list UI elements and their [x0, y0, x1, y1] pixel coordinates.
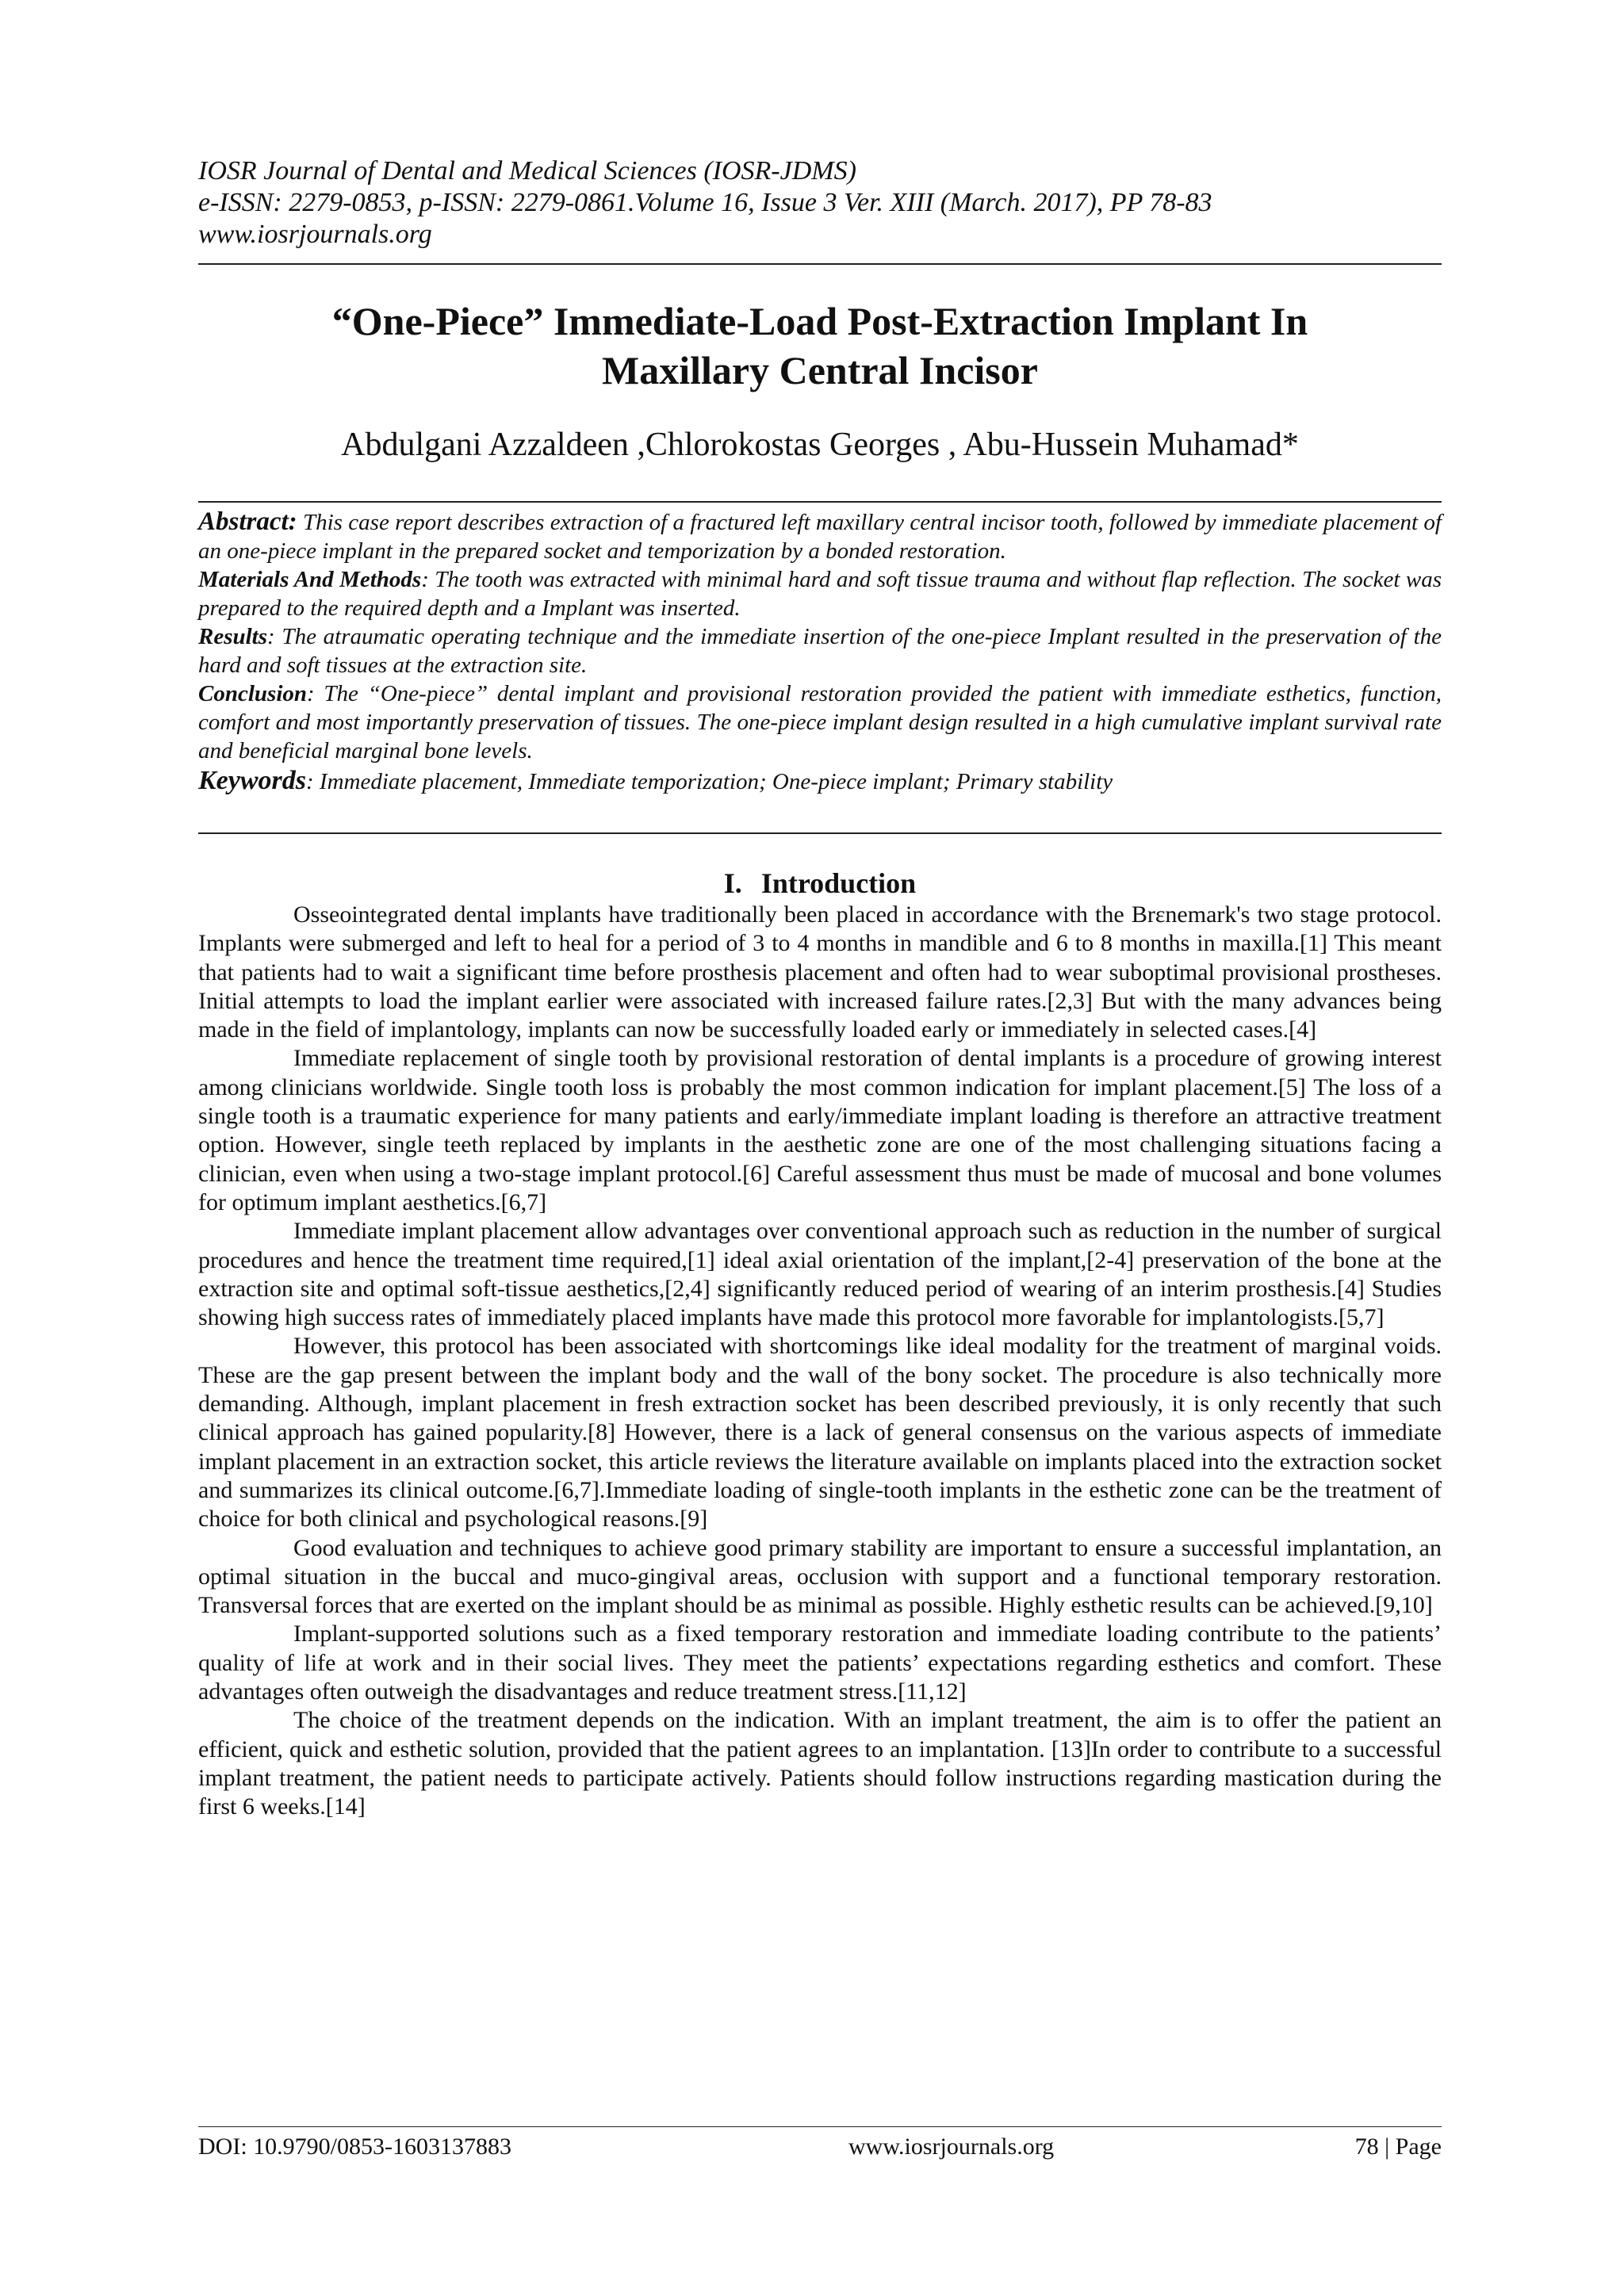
body-paragraph: Good evaluation and techniques to achieve good primary stability are important to ensure a successful implantation, an optimal situation in the buccal and muco-gingival areas, occlusion with support and a functional temporary restoration. Transversal forces that are exerted on the implant should be as minimal as possible. Highly esthetic results can be achieved.[9,10]	[198, 1534, 1442, 1619]
header-rule	[198, 263, 1442, 265]
keywords-label: Keywords	[198, 766, 306, 795]
abstract-top-rule	[198, 501, 1442, 503]
paper-title	[198, 297, 1442, 395]
abstract-text: This case report describes extraction of a fractured left maxillary central incisor tooth, followed by immediate placement of an one-piece implant in the prepared socket and temporization by a bonded restoration.	[198, 510, 1442, 564]
footer-website: www.iosrjournals.org	[848, 2133, 1055, 2160]
body-paragraph: Osseointegrated dental implants have traditionally been placed in accordance with the Brɛnemark's two stage protocol. Implants were submerged and left to heal for a period of 3 to 4 months in mandible and 6 to 8 months in maxilla.[1] This meant that patients had to wait a significant time before prosthesis placement and often had to wear suboptimal provisional prostheses. Initial attempts to load the implant earlier were associated with increased failure rates.[2,3] But with the many advances being made in the field of implantology, implants can now be successfully loaded early or immediately in selected cases.[4]	[198, 901, 1442, 1043]
conclusion-label: Conclusion	[198, 681, 307, 706]
results-text: : The atraumatic operating technique and the immediate insertion of the one-piece Implant resulted in the preservation of the hard and soft tissues at the extraction site.	[198, 624, 1442, 678]
body-paragraph: Immediate replacement of single tooth by provisional restoration of dental implants is a procedure of growing interest among clinicians worldwide. Single tooth loss is probably the most common indication for implant placement.[5] The loss of a single tooth is a traumatic experience for many patients and early/immediate implant loading is therefore an attractive treatment option. However, single teeth replaced by implants in the aesthetic zone are one of the most challenging situations facing a clinician, even when using a two-stage implant protocol.[6] Careful assessment thus must be made of mucosal and bone volumes for optimum implant aesthetics.[6,7]	[198, 1045, 1442, 1215]
results-paragraph	[198, 622, 1442, 679]
body-paragraph: Immediate implant placement allow advantages over conventional approach such as reduction in the number of surgical procedures and hence the treatment time required,[1] ideal axial orientation of the implant,[2-4] preservation of the bone at the extraction site and optimal soft-tissue aesthetics,[2,4] significantly reduced period of wearing of an interim prosthesis.[4] Studies showing high success rates of immediately placed implants have made this protocol more favorable for implantologists.[5,7]	[198, 1218, 1442, 1331]
materials-methods-label: Materials And Methods	[198, 567, 422, 592]
abstract-label: Abstract:	[198, 507, 297, 536]
section-number: I.	[723, 867, 742, 899]
journal-header	[198, 155, 1442, 251]
keywords-paragraph	[198, 765, 1442, 798]
journal-website: www.iosrjournals.org	[198, 220, 432, 249]
body-paragraph: The choice of the treatment depends on the indication. With an implant treatment, the aim is to offer the patient an efficient, quick and esthetic solution, provided that the patient agrees to an implantation. [13]In order to contribute to a successful implant treatment, the patient needs to participate actively. Patients should follow instructions regarding mastication during the first 6 weeks.[14]	[198, 1707, 1442, 1820]
section-heading	[198, 866, 1442, 901]
title-line-2: Maxillary Central Incisor	[602, 348, 1038, 392]
body-paragraph: Implant-supported solutions such as a fixed temporary restoration and immediate loading contribute to the patients’ quality of life at work and in their social lives. They meet the patients’ expectations regarding esthetics and comfort. These advantages often outweigh the disadvantages and reduce treatment stress.[11,12]	[198, 1621, 1442, 1705]
body-text	[198, 901, 1442, 1822]
footer-page-number: 78 | Page	[1354, 2133, 1442, 2160]
footer-doi: DOI: 10.9790/0853-1603137883	[198, 2133, 511, 2160]
journal-issn-volume: e-ISSN: 2279-0853, p-ISSN: 2279-0861.Volume 16, Issue 3 Ver. XIII (March. 2017), PP 78-83	[198, 188, 1212, 217]
footer-rule	[198, 2126, 1442, 2127]
abstract-bottom-rule	[198, 832, 1442, 834]
abstract-paragraph	[198, 507, 1442, 565]
title-line-1: “One-Piece” Immediate-Load Post-Extraction Implant In	[331, 299, 1308, 343]
author-list: Abdulgani Azzaldeen ,Chlorokostas Georges , Abu-Hussein Muhamad*	[341, 427, 1299, 463]
results-label: Results	[198, 624, 268, 649]
body-paragraph: However, this protocol has been associated with shortcomings like ideal modality for the treatment of marginal voids. These are the gap present between the implant body and the wall of the bony socket. The procedure is also technically more demanding. Although, implant placement in fresh extraction socket has been described previously, it is only recently that such clinical approach has gained popularity.[8] However, there is a lack of general consensus on the various aspects of immediate implant placement in an extraction socket, this article reviews the literature available on implants placed into the extraction socket and summarizes its clinical outcome.[6,7].Immediate loading of single-tooth implants in the esthetic zone can be the treatment of choice for both clinical and psychological reasons.[9]	[198, 1333, 1442, 1533]
conclusion-paragraph	[198, 679, 1442, 765]
abstract-block	[198, 507, 1442, 798]
journal-name: IOSR Journal of Dental and Medical Sciences (IOSR-JDMS)	[198, 156, 856, 186]
keywords-text: : Immediate placement, Immediate temporization; One-piece implant; Primary stability	[306, 769, 1113, 794]
conclusion-text: : The “One-piece” dental implant and provisional restoration provided the patient with immediate esthetics, function, comfort and most importantly preservation of tissues. The one-piece implant design resulted in a high cumulative implant survival rate and beneficial marginal bone levels.	[198, 681, 1442, 763]
section-title: Introduction	[760, 867, 917, 899]
materials-methods-paragraph	[198, 565, 1442, 622]
materials-methods-text: : The tooth was extracted with minimal hard and soft tissue trauma and without flap reflection. The socket was prepared to the required depth and a Implant was inserted.	[198, 567, 1442, 621]
